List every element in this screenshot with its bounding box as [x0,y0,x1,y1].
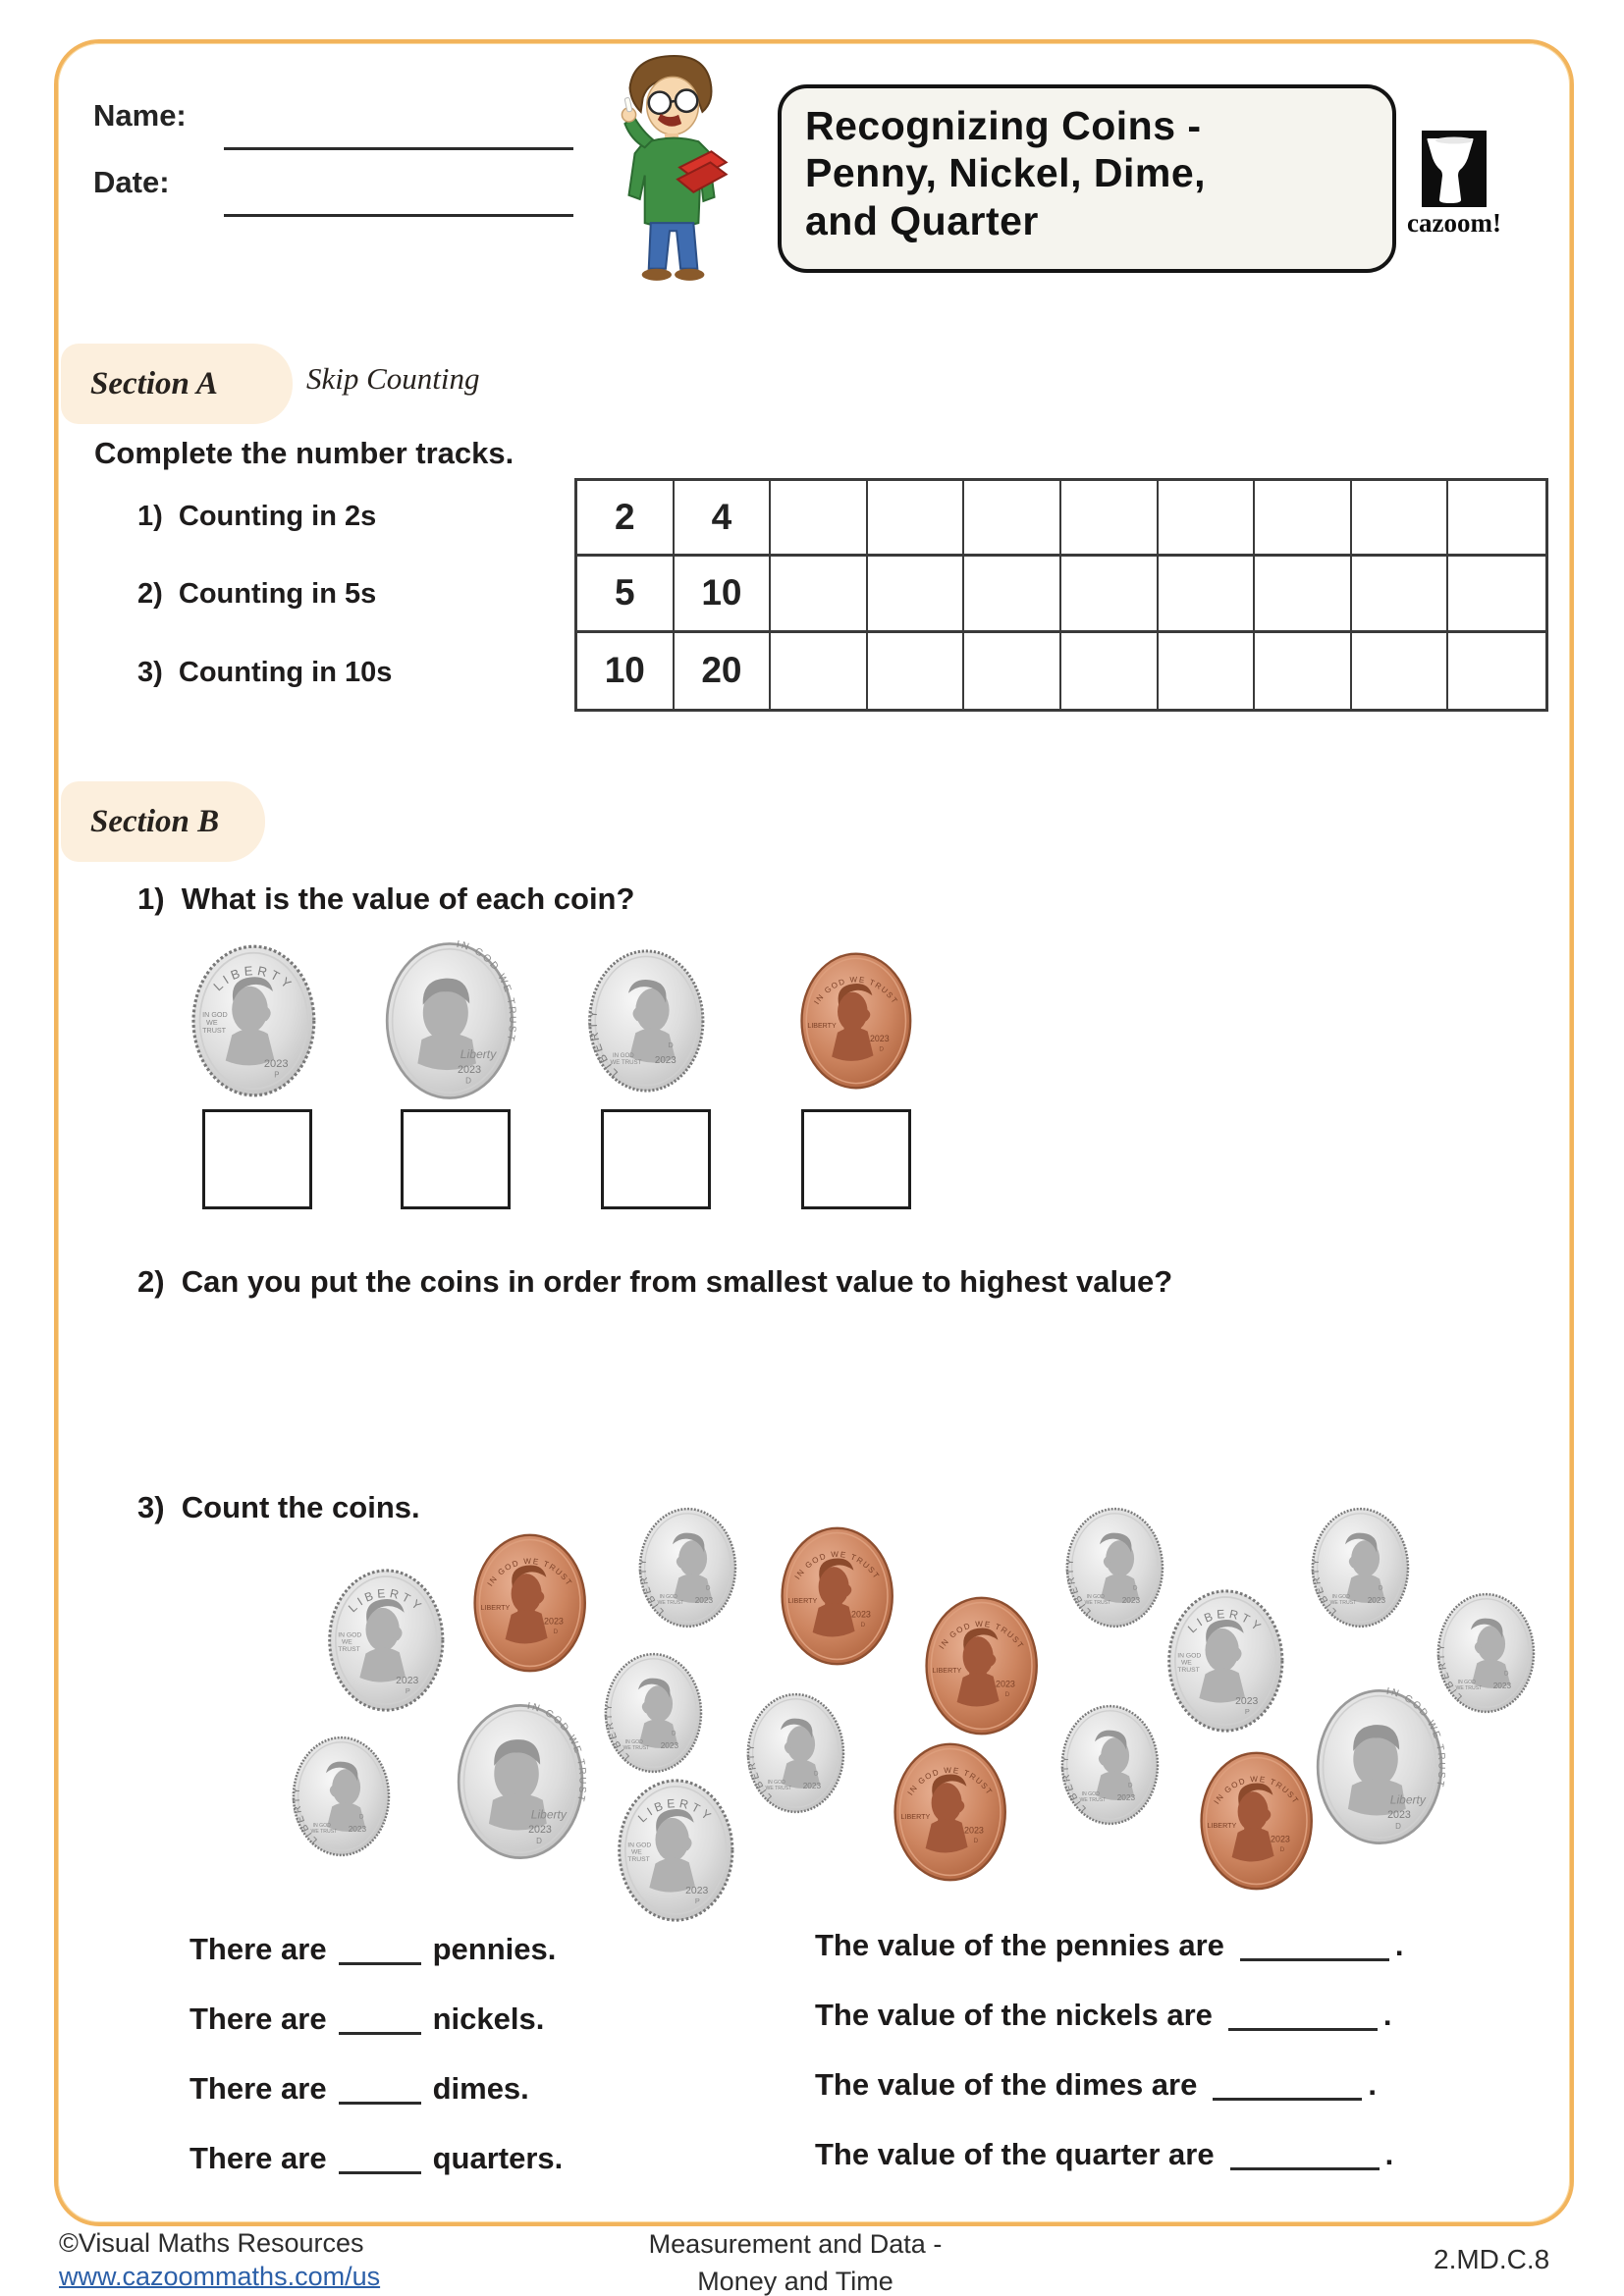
track-labels [137,478,560,712]
track-label-1: 1) Counting in 2s [137,501,377,533]
section-a-subtitle: Skip Counting [306,361,480,396]
answer-box-dime[interactable] [601,1109,711,1209]
answer-box-penny[interactable] [801,1109,911,1209]
track-cell-r2c8[interactable] [1255,557,1352,632]
date-label: Date: [93,165,170,199]
track-cell-r2c2[interactable]: 10 [675,557,772,632]
track-cell-r3c8[interactable] [1255,633,1352,709]
count-row-1: There are pennies. [189,1932,557,1966]
track-cell-r2c7[interactable] [1159,557,1256,632]
track-cell-r2c1[interactable]: 5 [577,557,675,632]
cazoom-logo-text: cazoom! [1407,208,1501,238]
track-cell-r1c5[interactable] [964,481,1061,557]
track-cell-r3c3[interactable] [771,633,868,709]
track-label-3: 3) Counting in 10s [137,656,393,688]
value-blank-3[interactable] [1213,2068,1362,2101]
answer-box-quarter[interactable] [202,1109,312,1209]
date-input-line[interactable] [224,214,573,217]
question-1: 1) What is the value of each coin? [137,881,635,916]
count-blank-2[interactable] [339,2002,421,2035]
track-cell-r2c5[interactable] [964,557,1061,632]
track-cell-r3c7[interactable] [1159,633,1256,709]
value-row-3: The value of the dimes are . [815,2067,1377,2102]
value-blank-1[interactable] [1240,1929,1389,1961]
value-blank-2[interactable] [1228,1999,1378,2031]
track-cell-r2c10[interactable] [1448,557,1545,632]
track-cell-r3c1[interactable]: 10 [577,633,675,709]
track-cell-r2c9[interactable] [1352,557,1449,632]
track-cell-r1c3[interactable] [771,481,868,557]
count-row-2: There are nickels. [189,2002,545,2036]
track-label-2: 2) Counting in 5s [137,578,377,611]
count-row-3: There are dimes. [189,2071,529,2106]
section-b-label: Section B [90,803,220,839]
footer-credit: ©Visual Maths Resources [59,2228,364,2258]
section-a-header [61,344,293,424]
cazoom-drum-logo [1422,131,1487,207]
track-cell-r1c10[interactable] [1448,481,1545,557]
answer-box-nickel[interactable] [401,1109,511,1209]
track-cell-r1c8[interactable] [1255,481,1352,557]
track-cell-r2c6[interactable] [1061,557,1159,632]
value-row-4: The value of the quarter are . [815,2137,1394,2171]
footer-topic: Measurement and Data - Money and Time [648,2229,943,2296]
value-blank-4[interactable] [1230,2138,1380,2170]
track-cell-r1c9[interactable] [1352,481,1449,557]
name-label: Name: [93,98,187,133]
track-cell-r1c1[interactable]: 2 [577,481,675,557]
footer-standard-code: 2.MD.C.8 [1434,2244,1550,2274]
count-sentences [189,1932,563,2211]
track-cell-r3c9[interactable] [1352,633,1449,709]
count-blank-4[interactable] [339,2142,421,2174]
track-cell-r1c2[interactable]: 4 [675,481,772,557]
track-cell-r1c7[interactable] [1159,481,1256,557]
value-sentences [815,1928,1404,2207]
track-cell-r3c4[interactable] [868,633,965,709]
page-title: Recognizing Coins - [805,103,1202,148]
question-3: 3) Count the coins. [137,1490,420,1524]
count-blank-1[interactable] [339,1933,421,1965]
question-2: 2) Can you put the coins in order from smallest value to highest value? [137,1264,1173,1299]
section-b-header [61,781,265,862]
track-cell-r1c6[interactable] [1061,481,1159,557]
value-row-2: The value of the nickels are . [815,1998,1392,2032]
name-input-line[interactable] [224,147,573,150]
section-a-label: Section A [90,365,218,401]
footer-link[interactable]: www.cazoommaths.com/us [59,2262,381,2291]
value-row-1: The value of the pennies are . [815,1928,1404,1962]
section-a-instruction: Complete the number tracks. [94,436,514,470]
track-cell-r3c2[interactable]: 20 [675,633,772,709]
track-cell-r1c4[interactable] [868,481,965,557]
number-track-table [574,478,1548,712]
count-blank-3[interactable] [339,2072,421,2105]
count-row-4: There are quarters. [189,2141,564,2175]
worksheet-title-box: Recognizing Coins - Penny, Nickel, Dime, and Quarter [778,84,1396,273]
teacher-illustration [585,45,754,291]
track-cell-r3c6[interactable] [1061,633,1159,709]
track-cell-r3c10[interactable] [1448,633,1545,709]
track-cell-r2c3[interactable] [771,557,868,632]
track-cell-r2c4[interactable] [868,557,965,632]
glasses-icon [649,92,671,114]
track-cell-r3c5[interactable] [964,633,1061,709]
